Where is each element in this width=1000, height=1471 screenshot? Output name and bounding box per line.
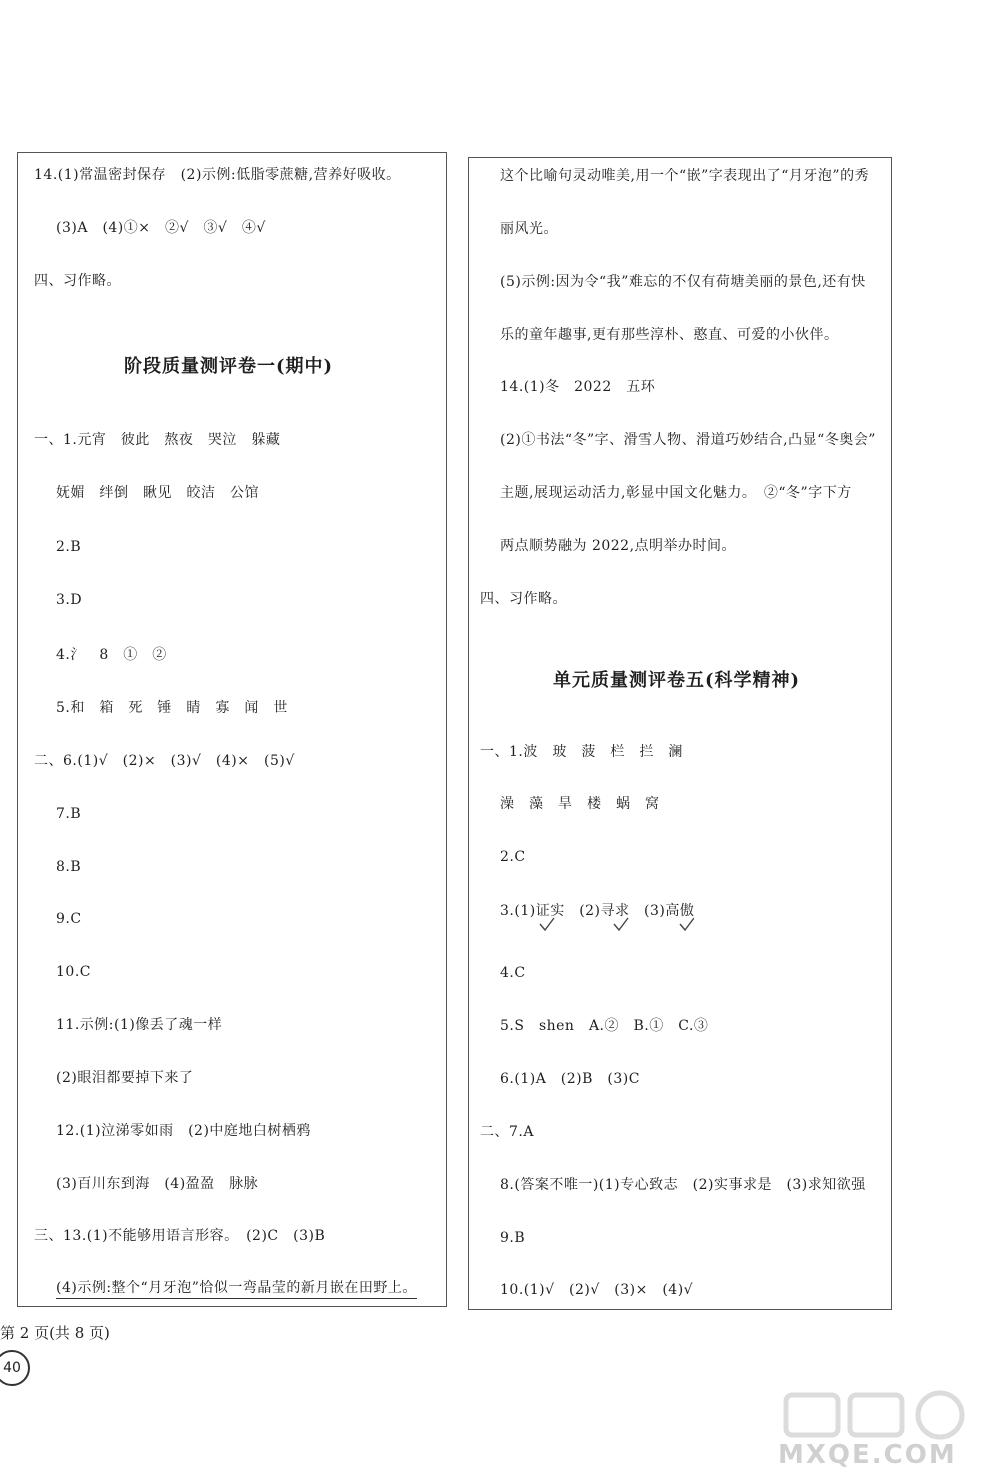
answer-line: 3.D (56, 592, 83, 608)
answer-line: 9.C (56, 911, 82, 927)
answer-line: 4.氵 8 ① ② (56, 647, 167, 663)
answer-line: 9.B (500, 1230, 526, 1246)
answer-line: (3)A (4)①× ②√ ③√ ④√ (56, 220, 266, 236)
answer-line: 丽风光。 (500, 221, 558, 237)
answer-line: 一、1.元宵 彼此 熬夜 哭泣 躲藏 (34, 432, 281, 448)
checkmark-marks (534, 916, 694, 932)
answer-line: 主题,展现运动活力,彰显中国文化魅力。 ②“冬”字下方 (500, 485, 852, 501)
answer-line: 澡 藻 旱 楼 蜗 窝 (500, 796, 660, 812)
answer-line: 14.(1)冬 2022 五环 (500, 379, 656, 395)
answer-line: 三、13.(1)不能够用语言形容。 (2)C (3)B (34, 1228, 326, 1244)
answer-line: 2.B (56, 539, 82, 555)
page-info: 第 2 页(共 8 页) (0, 1324, 110, 1342)
answer-line: 8.B (56, 859, 82, 875)
answer-line: 5.S shen A.② B.① C.③ (500, 1018, 709, 1034)
answer-line: 2.C (500, 849, 526, 865)
answer-line: (2)①书法“冬”字、滑雪人物、滑道巧妙结合,凸显“冬奥会” (500, 432, 876, 448)
answer-line: 二、7.A (480, 1124, 534, 1140)
answer-line: 3.(1)证实 (2)寻求 (3)高傲 (500, 903, 695, 919)
answer-line: 四、习作略。 (480, 591, 567, 607)
answer-line: 二、6.(1)√ (2)× (3)√ (4)× (5)√ (34, 753, 295, 769)
section-heading: 单元质量测评卷五(科学精神) (553, 670, 801, 691)
answer-line: 5.和 箱 死 锤 睛 寡 闻 世 (56, 700, 288, 716)
answer-line-underlined: (4)示例:整个“月牙泡”恰似一弯晶莹的新月嵌在田野上。 (56, 1279, 417, 1299)
answer-line: (2)眼泪都要掉下来了 (56, 1070, 194, 1086)
watermark-text: MXQE.COM (778, 1440, 957, 1470)
answer-line: 10.C (56, 964, 91, 980)
answer-line: 8.(答案不唯一)(1)专心致志 (2)实事求是 (3)求知欲强 (500, 1177, 866, 1193)
answer-line: 6.(1)A (2)B (3)C (500, 1071, 640, 1087)
page-number-badge: 40 (0, 1350, 30, 1386)
answer-line: 妩媚 绊倒 瞅见 皎洁 公馆 (56, 485, 259, 501)
answer-line: 4.C (500, 965, 526, 981)
answer-line: 两点顺势融为 2022,点明举办时间。 (500, 538, 737, 554)
answer-line: 一、1.波 玻 菠 栏 拦 澜 (480, 744, 683, 760)
answer-line: 四、习作略。 (34, 273, 121, 289)
answer-line: 7.B (56, 806, 82, 822)
section-heading: 阶段质量测评卷一(期中) (124, 356, 334, 377)
answer-line: 乐的童年趣事,更有那些淳朴、憨直、可爱的小伙伴。 (500, 327, 839, 343)
answer-line: (3)百川东到海 (4)盈盈 脉脉 (56, 1176, 259, 1192)
answer-line: 14.(1)常温密封保存 (2)示例:低脂零蔗糖,营养好吸收。 (34, 167, 401, 183)
answer-line: 10.(1)√ (2)√ (3)× (4)√ (500, 1282, 694, 1298)
answer-line: 12.(1)泣涕零如雨 (2)中庭地白树栖鸦 (56, 1123, 311, 1139)
answer-line: (5)示例:因为令“我”难忘的不仅有荷塘美丽的景色,还有快 (500, 274, 866, 290)
answer-line: 11.示例:(1)像丢了魂一样 (56, 1017, 223, 1033)
answer-line: 这个比喻句灵动唯美,用一个“嵌”字表现出了“月牙泡”的秀 (500, 168, 870, 184)
